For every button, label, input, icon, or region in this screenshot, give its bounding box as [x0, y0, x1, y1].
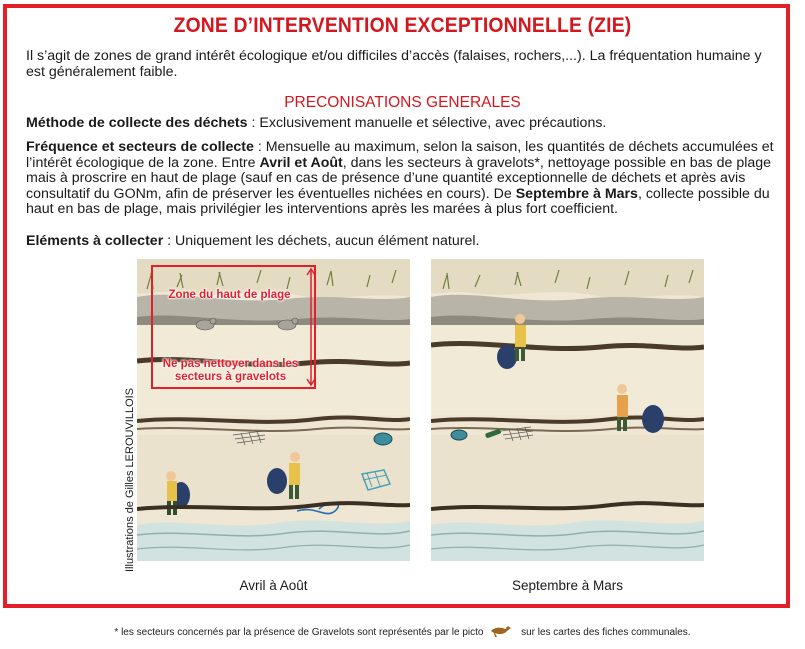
frequency-text-2: , dans les secteurs à gravelots*, nettoyage possible en bas de plage mais à proscrire en haut de plage (sauf en cas de présence d’une quantité exceptionnelle de déchets et après avis consultatif du GONm, afin de préserver les éventuelles nichées en cours). De: [26, 154, 772, 202]
footnote: [0, 624, 805, 641]
method-text: : Exclusivement manuelle et sélective, avec précautions.: [247, 115, 607, 131]
beach-illustration-left: [137, 259, 410, 561]
frequency-period-2: Septembre à Mars: [515, 185, 638, 202]
no-cleaning-warning-label: Ne pas nettoyer dans les secteurs à gravelots: [162, 358, 299, 383]
frequency-period-1: Avril et Août: [259, 154, 343, 171]
intro-paragraph: Il s’agit de zones de grand intérêt écologique et/ou difficiles d’accès (falaises, rochers,...). La fréquentation humaine y est généralement faible.: [26, 48, 762, 80]
caption-september-march: Septembre à Mars: [511, 578, 624, 593]
beach-illustration-right: [431, 259, 704, 561]
illustration-credit: Illustrations de Gilles LEROUVILLOIS: [124, 387, 136, 572]
method-paragraph: [26, 116, 782, 132]
upper-beach-zone-label: Zone du haut de plage: [168, 289, 291, 301]
caption-april-august: Avril à Août: [239, 578, 308, 593]
method-label: Méthode de collecte des déchets: [26, 115, 248, 131]
frequency-text-3: , collecte possible du haut en bas de plage, mais privilégier les interventions après les marées à plus fort coefficient.: [26, 185, 770, 217]
frequency-text-1: : Mensuelle au maximum, selon la saison, les quantités de déchets accumulées et l’intérêt écologique de la zone. Entre: [26, 139, 774, 171]
elements-paragraph: [26, 234, 782, 250]
frequency-label: Fréquence et secteurs de collecte: [26, 139, 254, 155]
illustration-april-august: [137, 259, 410, 561]
footnote-text-before: * les secteurs concernés par la présence de Gravelots sont représentés par le picto: [114, 627, 484, 639]
document-title: ZONE D’INTERVENTION EXCEPTIONNELLE (ZIE): [173, 14, 632, 37]
elements-text: : Uniquement les déchets, aucun élément naturel.: [163, 233, 480, 249]
plover-bird-icon: [489, 624, 515, 641]
illustration-september-march: [431, 259, 704, 561]
section-subtitle: PRECONISATIONS GENERALES: [284, 94, 521, 111]
frequency-paragraph: [26, 140, 782, 218]
footnote-text-after: sur les cartes des fiches communales.: [521, 627, 691, 639]
elements-label: Eléments à collecter: [26, 233, 164, 249]
